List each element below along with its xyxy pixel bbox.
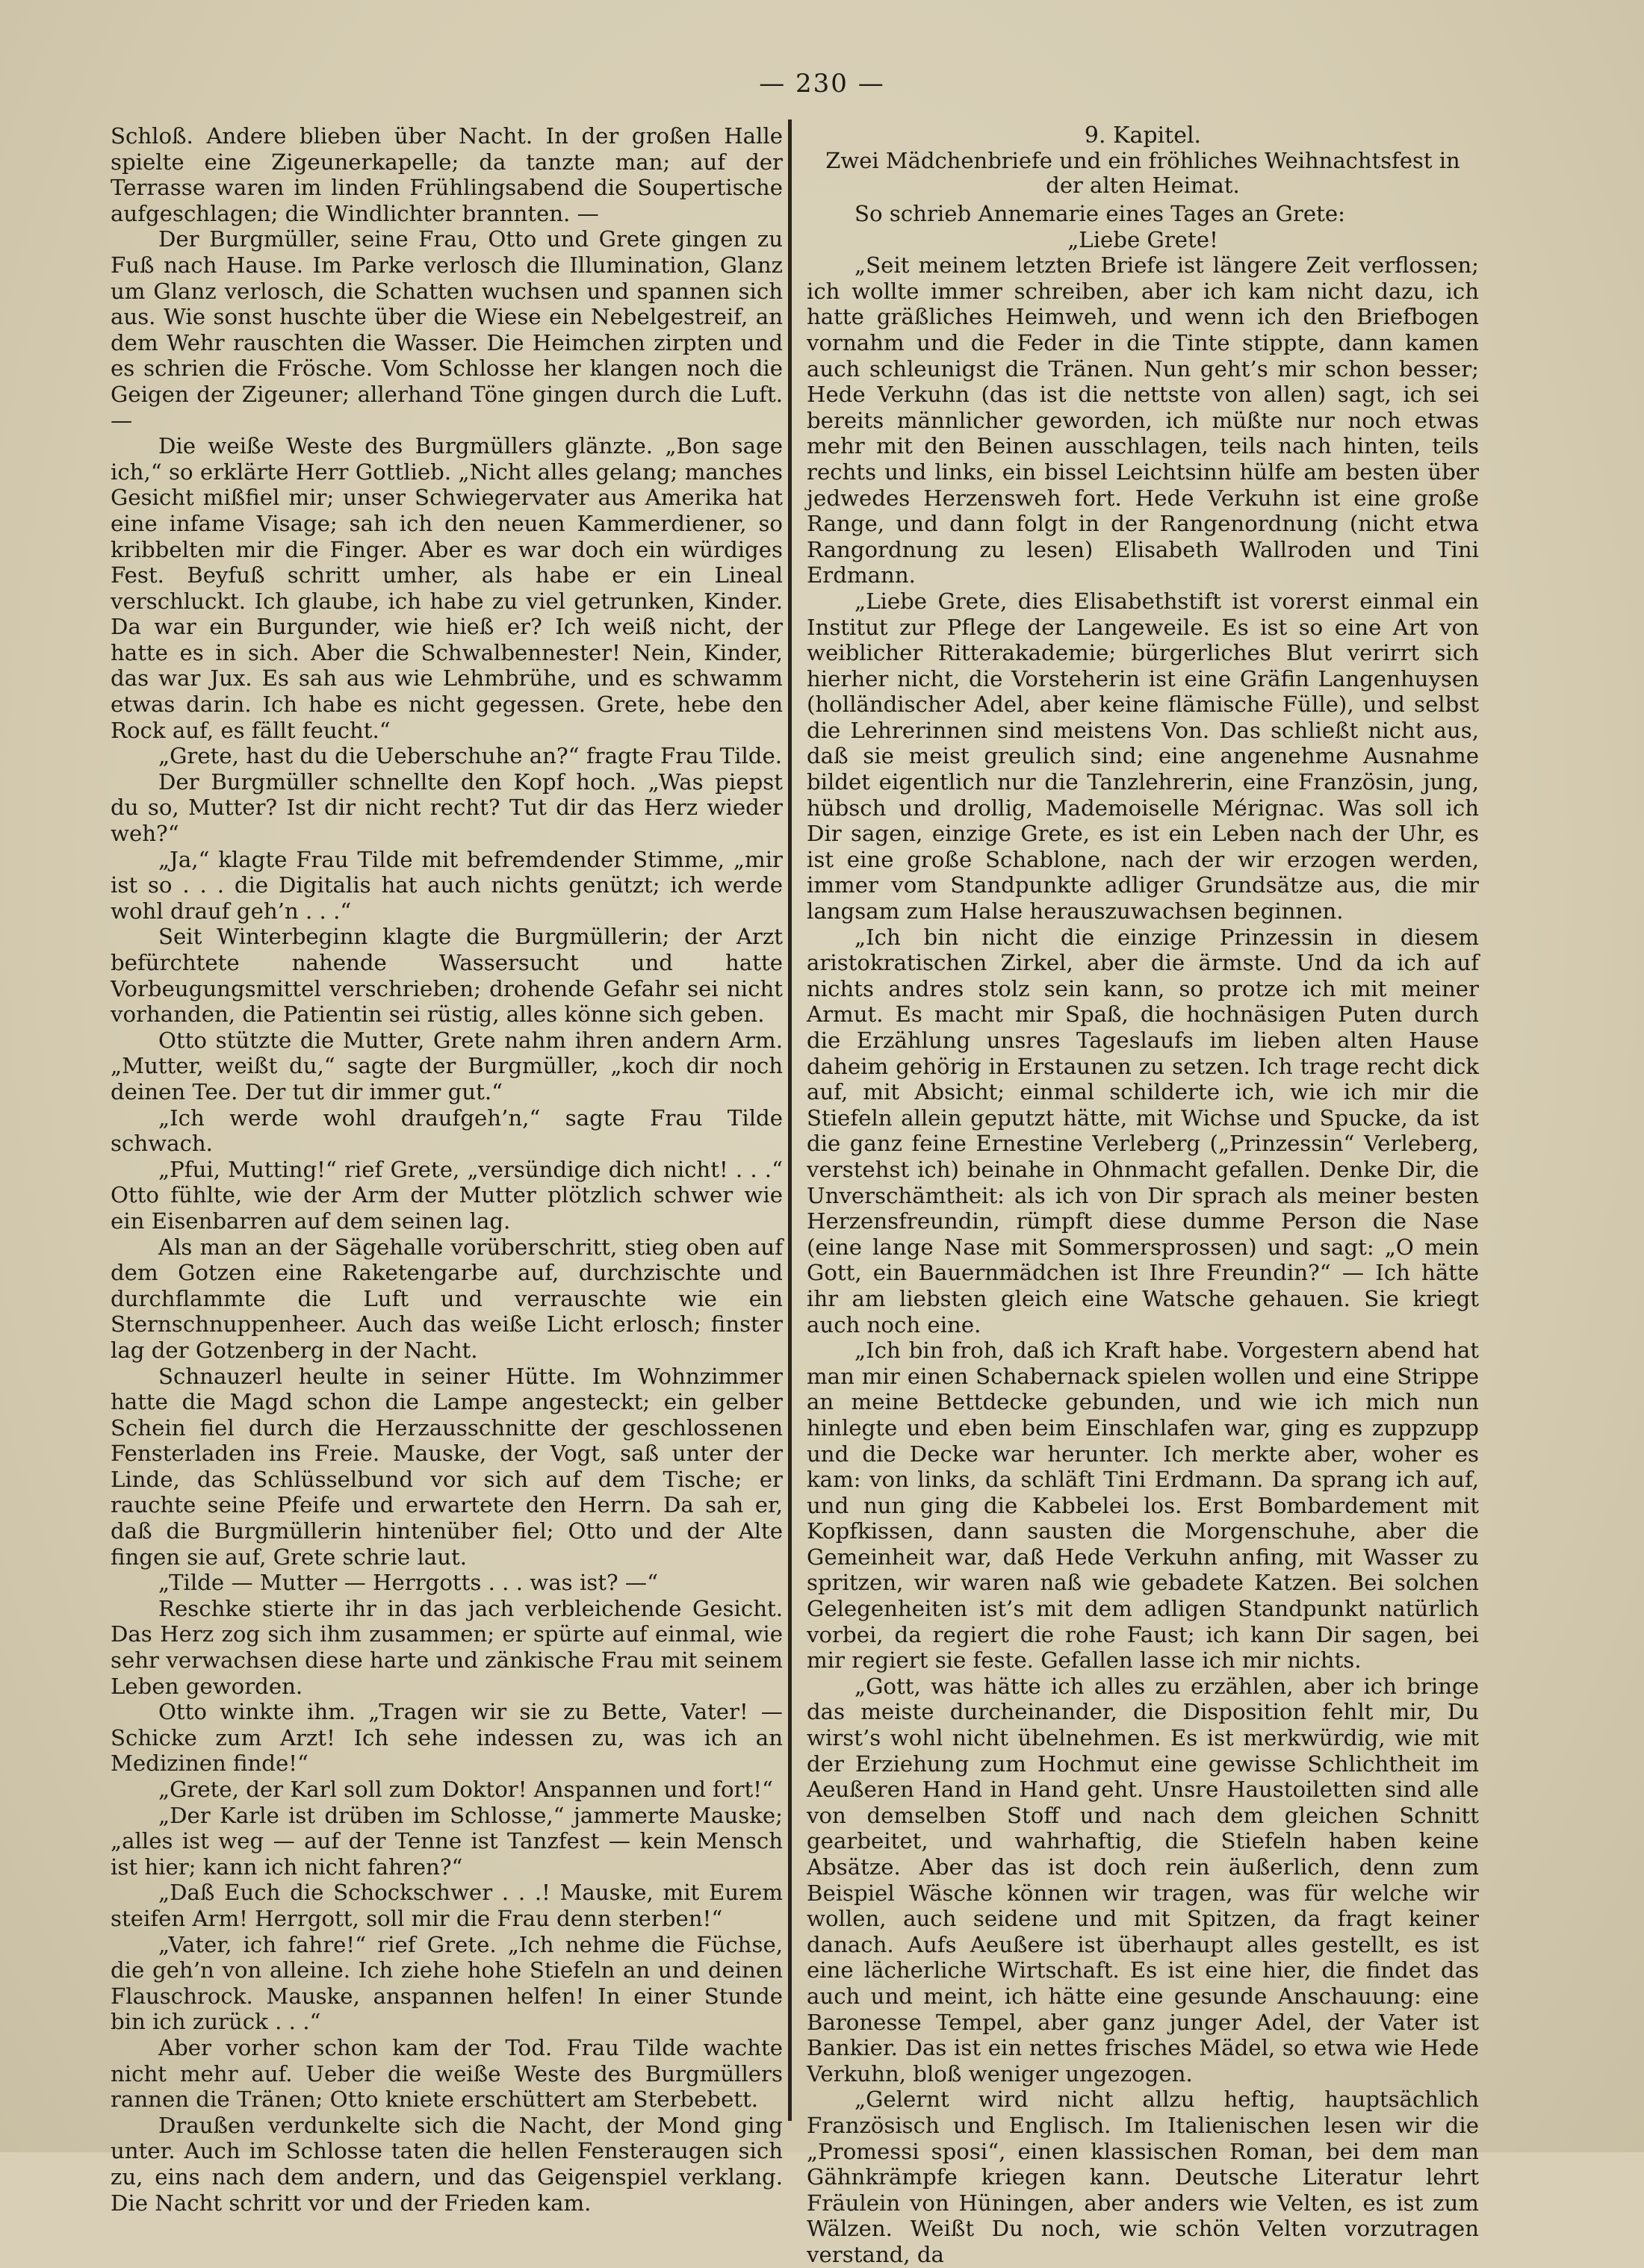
paragraph: „Pfui, Mutting!“ rief Grete, „versündige dich nicht! . . .“ Otto fühlte, wie der Arm der Mutter plötzlich schwer wie ein Eisenbarren auf dem seinen lag. — [111, 1156, 783, 1234]
paragraph: Schloß. Andere blieben über Nacht. In der großen Halle spielte eine Zigeunerkapelle; da tanzte man; auf der Terrasse waren im linden Frühlingsabend die Soupertische aufgeschlagen; die Windlichter brannten. — — [111, 123, 783, 226]
paragraph: „Gott, was hätte ich alles zu erzählen, aber ich bringe das meiste durcheinander, die Disposition fehlt mir, Du wirst’s wohl nicht übelnehmen. Es ist merkwürdig, wie mit der Erziehung zum Hochmut eine gewisse Schlichtheit im Aeußeren Hand in Hand geht. Unsre Haustoiletten sind alle von demselben Stoff und nach dem gleichen Schnitt gearbeitet, und wahrhaftig, die Stiefeln haben keine Absätze. Aber das ist doch rein äußerlich, denn zum Beispiel Wäsche können wir tragen, was für welche wir wollen, auch seidene und mit Spitzen, da fragt keiner danach. Aufs Aeußere ist überhaupt alles gestellt, es ist eine lächerliche Wirtschaft. Es ist eine hier, die findet das auch und meint, ich hätte eine gesunde Anschauung: eine Baronesse Tempel, aber ganz junger Adel, der Vater ist Bankier. Das ist ein nettes frisches Mädel, so etwa wie Hede Verkuhn, bloß weniger ungezogen. — [807, 1673, 1479, 2087]
paragraph: Draußen verdunkelte sich die Nacht, der Mond ging unter. Auch im Schlosse taten die hellen Fensteraugen sich zu, eins nach dem andern, und das Geigenspiel verklang. Die Nacht schritt vor und der Frieden kam. — [111, 2112, 783, 2216]
paragraph: Aber vorher schon kam der Tod. Frau Tilde wachte nicht mehr auf. Ueber die weiße Weste des Burgmüllers rannen die Tränen; Otto kniete erschüttert am Sterbebett. — [111, 2034, 783, 2113]
paragraph: Schnauzerl heulte in seiner Hütte. Im Wohnzimmer hatte die Magd schon die Lampe angesteckt; ein gelber Schein fiel durch die Herzausschnitte der geschlossenen Fensterladen ins Freie. Mauske, der Vogt, saß unter der Linde, das Schlüsselbund vor sich auf dem Tische; er rauchte seine Pfeife und erwartete den Herrn. Da sah er, daß die Burgmüllerin hintenüber fiel; Otto und der Alte fingen sie auf, Grete schrie laut. — [111, 1363, 783, 1570]
paragraph: „Gelernt wird nicht allzu heftig, hauptsächlich Französisch und Englisch. Im Italienischen lesen wir die „Promessi sposi“, einen klassischen Roman, bei dem man Gähnkrämpfe kriegen kann. Deutsche Literatur lehrt Fräulein von Hüningen, aber anders wie Velten, es ist zum Wälzen. Weißt Du noch, wie schön Velten vorzutragen verstand, da — [807, 2087, 1479, 2267]
paragraph: Die weiße Weste des Burgmüllers glänzte. „Bon sage ich,“ so erklärte Herr Gottlieb. „Nicht alles gelang; manches Gesicht mißfiel mir; unser Schwiegervater aus Amerika hat eine infame Visage; sah ich den neuen Kammerdiener, so kribbelten mir die Finger. Aber es war doch ein würdiges Fest. Beyfuß schritt umher, als habe er ein Lineal verschluckt. Ich glaube, ich habe zu viel getrunken, Kinder. Da war ein Burgunder, wie hieß er? Ich weiß nicht, der hatte es in sich. Aber die Schwalbennester! Nein, Kinder, das war Jux. Es sah aus wie Lehmbrühe, und es schwamm etwas darin. Ich habe es nicht gegessen. Grete, hebe den Rock auf, es fällt feucht.“ — [111, 433, 783, 743]
paragraph: Otto winkte ihm. „Tragen wir sie zu Bette, Vater! — Schicke zum Arzt! Ich sehe indessen zu, was ich an Medizinen finde!“ — [111, 1699, 783, 1777]
letter-salutation: „Liebe Grete! — [1067, 226, 1218, 252]
intro-line: So schrieb Annemarie eines Tages an Grete: — [854, 201, 1345, 226]
paragraph: Der Burgmüller schnellte den Kopf hoch. „Was piepst du so, Mutter? Ist dir nicht recht? Tut dir das Herz wieder weh?“ — [111, 768, 783, 847]
paragraph: Reschke stierte ihr in das jach verbleichende Gesicht. Das Herz zog sich ihm zusammen; er spürte auf einmal, wie sehr verwachsen diese harte und zänkische Frau mit seinem Leben geworden. — [111, 1595, 783, 1699]
paragraph: „Liebe Grete, dies Elisabethstift ist vorerst einmal ein Institut zur Pflege der Langeweile. Es ist so eine Art von weiblicher Ritterakademie; bürgerliches Blut verirrt sich hierher nicht, die Vorsteherin ist eine Gräfin Langenhuysen (holländischer Adel, aber keine flämische Fülle), und selbst die Lehrerinnen sind meistens Von. Das schließt nicht aus, daß sie meist greulich sind; eine angenehme Ausnahme bildet eigentlich nur die Tanzlehrerin, eine Französin, jung, hübsch und drollig, Mademoiselle Mérignac. Was soll ich Dir sagen, einzige Grete, es ist ein Leben nach der Uhr, es ist eine große Schablone, nach der wir erzogen werden, immer vom Standpunkte adliger Grundsätze aus, die mir langsam zum Halse herauszuwachsen beginnen. — [807, 588, 1479, 925]
paragraph: Der Burgmüller, seine Frau, Otto und Grete gingen zu Fuß nach Hause. Im Parke verlosch die Illumination, Glanz um Glanz verlosch, die Schatten wuchsen und spannen sich aus. Wie sonst huschte über die Wiese ein Nebelgestreif, an dem Wehr rauschten die Wasser. Die Heimchen zirpten und es schrien die Frösche. Vom Schlosse her klangen noch die Geigen der Zigeuner; allerhand Töne gingen durch die Luft. — — [111, 226, 783, 433]
paragraph: „Grete, der Karl soll zum Doktor! Anspannen und fort!“ — [158, 1777, 773, 1802]
paragraph: „Ja,“ klagte Frau Tilde mit befremdender Stimme, „mir ist so . . . die Digitalis hat auch nichts genützt; ich werde wohl drauf geh’n . . .“ — [111, 846, 783, 924]
paragraph: „Tilde — Mutter — Herrgotts . . . was ist? —“ — [158, 1570, 659, 1596]
paragraph: Otto stützte die Mutter, Grete nahm ihren andern Arm. „Mutter, weißt du,“ sagte der Burgmüller, „koch dir noch deinen Tee. Der tut dir immer gut.“ — [111, 1027, 783, 1105]
paragraph: „Ich bin nicht die einzige Prinzessin in diesem aristokratischen Zirkel, aber die ärmste. Und da ich auf nichts andres stolz sein kann, so protze ich mit meiner Armut. Es macht mir Spaß, die hochnäsigen Puten durch die Erzählung unsres Tageslaufs im lieben alten Hause daheim gehörig in Erstaunen zu setzen. Ich trage recht dick auf, mit Absicht; einmal schilderte ich, wie ich mir die Stiefeln allein geputzt hätte, mit Wichse und Spucke, da ist die ganz feine Ernestine Verleberg („Prinzessin“ Verleberg, verstehst ich) beinahe in Ohnmacht gefallen. Denke Dir, die Unverschämtheit: als ich von Dir sprach als meiner besten Herzensfreundin, rümpft diese dumme Person die Nase (eine lange Nase mit Sommersprossen) und sagt: „O mein Gott, ein Bauernmädchen ist Ihre Freundin?“ — Ich hätte ihr am liebsten gleich eine Watsche gehauen. Sie kriegt auch noch eine. — [807, 924, 1479, 1338]
left-column — [111, 123, 783, 2216]
paragraph: „Ich bin froh, daß ich Kraft habe. Vorgestern abend hat man mir einen Schabernack spielen wollen und eine Strippe an meine Bettdecke gebunden, und wie ich mich nun hinlegte und eben beim Einschlafen war, ging es zuppzupp und die Decke war herunter. Ich merkte aber, woher es kam: von links, da schläft Tini Erdmann. Da sprang ich auf, und nun ging die Kabbelei los. Erst Bombardement mit Kopfkissen, dann sausten die Morgenschuhe, aber die Gemeinheit war, daß Hede Verkuhn anfing, mit Wasser zu spritzen, wir waren naß wie gebadete Katzen. Bei solchen Gelegenheiten ist’s mit dem adligen Standpunkt natürlich vorbei, da regiert die rohe Faust; ich kann Dir sagen, bei mir regiert sie feste. Gefallen lasse ich mir nichts. — [807, 1338, 1479, 1674]
paragraph: „Seit meinem letzten Briefe ist längere Zeit verflossen; ich wollte immer schreiben, aber ich kam nicht dazu, ich hatte gräßliches Heimweh, und wenn ich den Briefbogen vornahm und die Feder in die Tinte stippte, dann kamen auch schleunigst die Tränen. Nun geht’s mir schon besser; Hede Verkuhn (das ist die nettste von allen) sagt, ich sei bereits männlicher geworden, ich müßte nur noch etwas mehr mit den Beinen ausschlagen, teils nach hinten, teils rechts und links, ein bissel Leichtsinn hülfe am besten über jedwedes Herzensweh fort. Hede Verkuhn ist eine große Range, und dann folgt in der Rangenordnung (nicht etwa Rangordnung zu lesen) Elisabeth Wallroden und Tini Erdmann. — [807, 252, 1479, 588]
paragraph: „Daß Euch die Schockschwer . . .! Mauske, mit Eurem steifen Arm! Herrgott, soll mir die Frau denn sterben!“ — [111, 1880, 783, 1931]
paragraph: „Grete, hast du die Ueberschuhe an?“ fragte Frau Tilde. — [158, 743, 783, 769]
paragraph: „Ich werde wohl draufgeh’n,“ sagte Frau Tilde schwach. — [111, 1105, 783, 1157]
chapter-subtitle: Zwei Mädchenbriefe und ein fröhliches Weihnachtsfest in der alten Heimat. — [825, 148, 1460, 198]
paragraph: Als man an der Sägehalle vorüberschritt, stieg oben auf dem Gotzen eine Raketengarbe auf, durchzischte und durchflammte die Luft und verrauschte wie ein Sternschnuppenheer. Auch das weiße Licht erlosch; finster lag der Gotzenberg in der Nacht. — [111, 1234, 783, 1363]
column-divider — [788, 119, 792, 2121]
right-column — [807, 122, 1479, 2267]
paragraph: „Der Karle ist drüben im Schlosse,“ jammerte Mauske; „alles ist weg — auf der Tenne ist Tanzfest — kein Mensch ist hier; kann ich nicht fahren?“ — [111, 1802, 783, 1880]
paragraph: „Vater, ich fahre!“ rief Grete. „Ich nehme die Füchse, die geh’n von alleine. Ich ziehe hohe Stiefeln an und deinen Flauschrock. Mauske, anspannen helfen! In einer Stunde bin ich zurück . . .“ — [111, 1931, 783, 2035]
paragraph: Seit Winterbeginn klagte die Burgmüllerin; der Arzt befürchtete nahende Wassersucht und hatte Vorbeugungsmittel verschrieben; drohende Gefahr sei nicht vorhanden, die Patientin sei rüstig, alles könne sich geben. — [111, 924, 783, 1028]
chapter-number: 9. Kapitel. — [1084, 122, 1202, 149]
page-number: — 230 — — [759, 69, 885, 99]
